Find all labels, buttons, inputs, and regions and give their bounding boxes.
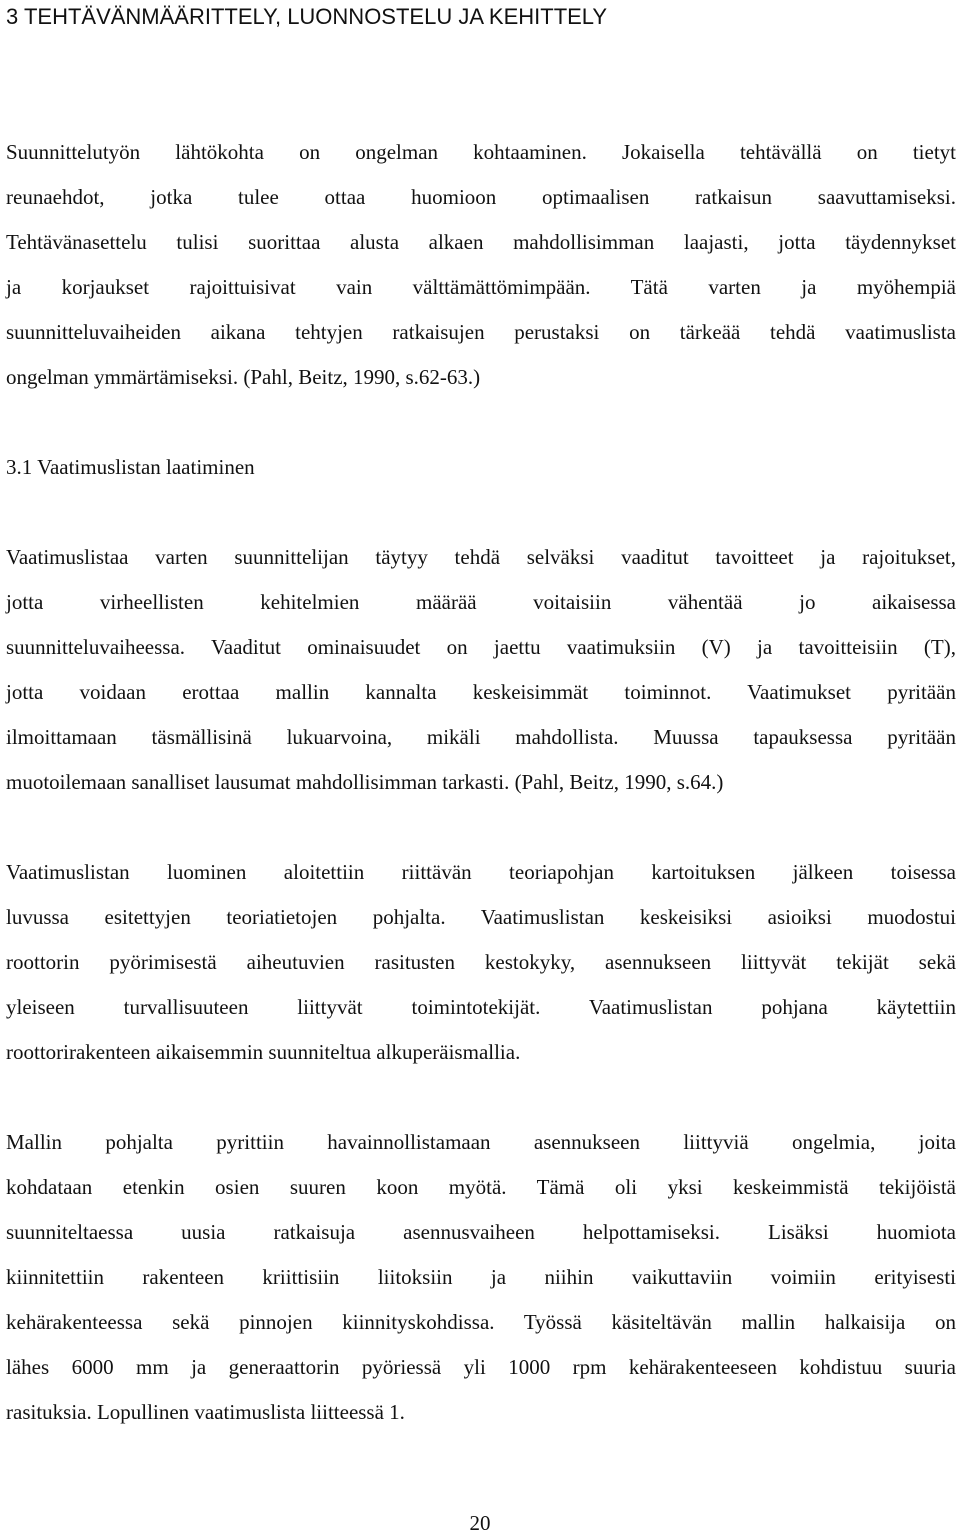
paragraph-3 bbox=[6, 850, 956, 1075]
text-line: Vaatimuslistaa varten suunnittelijan täytyy tehdä selväksi vaaditut tavoitteet ja rajoitukset, bbox=[6, 545, 956, 569]
text-line: kohdataan etenkin osien suuren koon myötä. Tämä oli yksi keskeimmistä tekijöistä bbox=[6, 1175, 956, 1199]
text-line: Suunnittelutyön lähtökohta on ongelman kohtaaminen. Jokaisella tehtävällä on tietyt bbox=[6, 140, 956, 164]
text-line: roottorin pyörimisestä aiheutuvien rasitusten kestokyky, asennukseen liittyvät tekijät sekä bbox=[6, 950, 956, 974]
text-line: rasituksia. Lopullinen vaatimuslista liitteessä 1. bbox=[6, 1400, 405, 1424]
text-line: Tehtävänasettelu tulisi suorittaa alusta alkaen mahdollisimman laajasti, jotta täydennykset bbox=[6, 230, 956, 254]
text-line: muotoilemaan sanalliset lausumat mahdollisimman tarkasti. (Pahl, Beitz, 1990, s.64.) bbox=[6, 770, 724, 794]
text-line: lähes 6000 mm ja generaattorin pyöriessä yli 1000 rpm kehärakenteeseen kohdistuu suuria bbox=[6, 1355, 956, 1379]
text-line: suunnitteluvaiheiden aikana tehtyjen ratkaisujen perustaksi on tärkeää tehdä vaatimuslista bbox=[6, 320, 956, 344]
text-line: luvussa esitettyjen teoriatietojen pohjalta. Vaatimuslistan keskeisiksi asioiksi muodostui bbox=[6, 905, 956, 929]
text-line: ilmoittamaan täsmällisinä lukuarvoina, mikäli mahdollista. Muussa tapauksessa pyritään bbox=[6, 725, 956, 749]
text-line: kehärakenteessa sekä pinnojen kiinnityskohdissa. Työssä käsiteltävän mallin halkaisija on bbox=[6, 1310, 956, 1334]
text-line: Vaatimuslistan luominen aloitettiin riittävän teoriapohjan kartoituksen jälkeen toisessa bbox=[6, 860, 956, 884]
text-line: suunnitteluvaiheessa. Vaaditut ominaisuudet on jaettu vaatimuksiin (V) ja tavoitteisiin (T), bbox=[6, 635, 956, 659]
text-line: reunaehdot, jotka tulee ottaa huomioon optimaalisen ratkaisun saavuttamiseksi. bbox=[6, 185, 956, 209]
text-line: jotta voidaan erottaa mallin kannalta keskeisimmät toiminnot. Vaatimukset pyritään bbox=[6, 680, 956, 704]
text-line: kiinnitettiin rakenteen kriittisiin liitoksiin ja niihin vaikuttaviin voimiin erityisesti bbox=[6, 1265, 956, 1289]
text-line: suunniteltaessa uusia ratkaisuja asennusvaiheen helpottamiseksi. Lisäksi huomiota bbox=[6, 1220, 956, 1244]
section-title: 3.1 Vaatimuslistan laatiminen bbox=[6, 455, 255, 479]
paragraph-1 bbox=[6, 130, 956, 400]
chapter-title: 3 TEHTÄVÄNMÄÄRITTELY, LUONNOSTELU JA KEHITTELY bbox=[6, 4, 608, 29]
text-line: ja korjaukset rajoittuisivat vain välttämättömimpään. Tätä varten ja myöhempiä bbox=[6, 275, 956, 299]
text-line: ongelman ymmärtämiseksi. (Pahl, Beitz, 1990, s.62-63.) bbox=[6, 365, 481, 389]
paragraph-4 bbox=[6, 1120, 956, 1435]
text-line: jotta virheellisten kehitelmien määrää voitaisiin vähentää jo aikaisessa bbox=[6, 590, 956, 614]
text-line: yleiseen turvallisuuteen liittyvät toimintotekijät. Vaatimuslistan pohjana käytettiin bbox=[6, 995, 956, 1019]
text-line: roottorirakenteen aikaisemmin suunniteltua alkuperäismallia. bbox=[6, 1040, 521, 1064]
paragraph-2 bbox=[6, 535, 956, 805]
text-line: Mallin pohjalta pyrittiin havainnollistamaan asennukseen liittyviä ongelmia, joita bbox=[6, 1130, 956, 1154]
page-number: 20 bbox=[469, 1511, 491, 1535]
